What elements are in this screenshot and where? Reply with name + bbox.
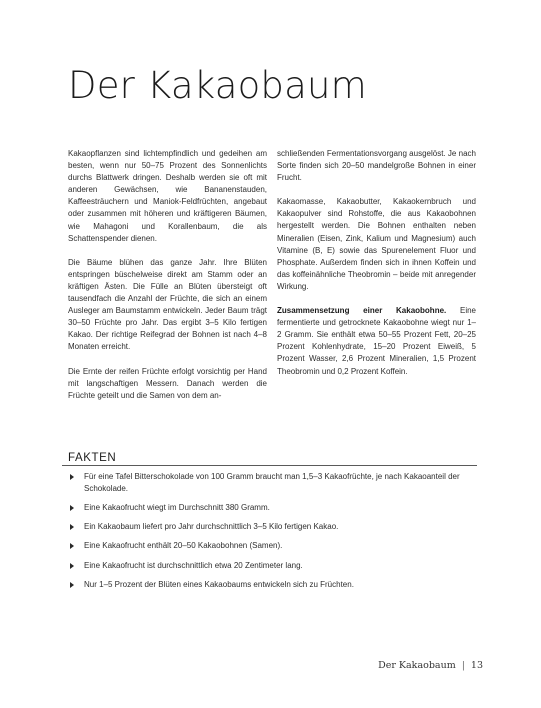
page-number: 13 — [470, 660, 483, 671]
fact-text: Nur 1–5 Prozent der Blüten eines Kakaobaums entwickeln sich zu Früchten. — [84, 579, 354, 589]
paragraph-composition — [277, 305, 476, 378]
triangle-bullet-icon — [70, 563, 74, 569]
fact-text: Für eine Tafel Bitterschokolade von 100 Gramm braucht man 1,5–3 Kakaofrüchte, je nach Kakaoanteil der Schokolade. — [84, 472, 460, 493]
fact-text: Eine Kakaofrucht wiegt im Durchschnitt 380 Gramm. — [84, 502, 270, 512]
facts-list — [70, 471, 480, 598]
fact-item — [70, 540, 480, 552]
paragraph-harvest: Die Ernte der reifen Früchte erfolgt vorsichtig per Hand mit langschaftigen Messern. Danach werden die Früchte geteilt und die Samen von dem an- — [68, 366, 267, 400]
fact-text: Eine Kakaofrucht enthält 20–50 Kakaobohnen (Samen). — [84, 541, 283, 551]
fact-text: Ein Kakaobaum liefert pro Jahr durchschnittlich 3–5 Kilo fertigen Kakao. — [84, 522, 339, 532]
paragraph-light-requirements: Kakaopflanzen sind lichtempfindlich und gedeihen am besten, wenn nur 50–75 Prozent des Sonnenlichts durchs Blattwerk dringen. Deshalb werden sie oft mit anderen Gewächsen, wie Bananenstauden, Kaffeesträuchern und Maniok-Feldfrüchten, angebaut oder zusammen mit höheren und kräftigeren Bäumen, wie Mahagoni und Korallenbaum, die als Schattenspender dienen. — [68, 149, 267, 243]
running-title: Der Kakaobaum — [378, 660, 456, 671]
composition-lead: Zusammensetzung einer Kakaobohne. — [277, 306, 447, 316]
fact-text: Eine Kakaofrucht ist durchschnittlich etwa 20 Zentimeter lang. — [84, 560, 303, 570]
facts-divider — [62, 465, 477, 466]
fact-item — [70, 471, 480, 494]
paragraph-fermentation: schließenden Fermentationsvorgang ausgelöst. Je nach Sorte finden sich 20–50 mandelgroße Bohnen in einer Frucht. — [277, 149, 476, 183]
triangle-bullet-icon — [70, 524, 74, 530]
page-footer — [378, 660, 483, 671]
triangle-bullet-icon — [70, 582, 74, 588]
fact-item — [70, 560, 480, 572]
paragraph-blossoms: Die Bäume blühen das ganze Jahr. Ihre Blüten entspringen büschelweise direkt am Stamm oder an kräftigen Ästen. Die Fülle an Blüten übersteigt oft tausendfach die Anzahl der Früchte, die sich an einem Ausleger am Baumstamm entwickeln. Jeder Baum trägt 30–50 Früchte pro Jahr. Das ergibt 3–5 Kilo fertigen Kakao. Der richtige Reifegrad der Bohnen ist nach 4–8 Monaten erreicht. — [68, 257, 267, 352]
triangle-bullet-icon — [70, 505, 74, 511]
left-text-column — [68, 148, 267, 414]
footer-separator: | — [461, 660, 465, 671]
triangle-bullet-icon — [70, 474, 74, 480]
page-title: Der Kakaobaum — [68, 64, 367, 107]
composition-text: Eine fermentierte und getrocknete Kakaobohne wiegt nur 1–2 Gramm. Sie enthält etwa 50–55 Prozent Fett, 20–25 Prozent Kohlenhydrate, 15–20 Prozent Eiweiß, 5 Prozent Wasser, 2,6 Prozent Mineralien, 1,5 Prozent Theobromin und 0,2 Prozent Koffein. — [277, 306, 476, 376]
right-text-column — [277, 148, 476, 390]
fact-item — [70, 502, 480, 514]
paragraph-ingredients: Kakaomasse, Kakaobutter, Kakaokernbruch und Kakaopulver sind Rohstoffe, die aus Kakaobohnen hergestellt werden. Die Bohnen enthalten neben Mineralien (Eisen, Zink, Kalium und Magnesium) auch Vitamine (B, E) sowie das Spurenelement Fluor und Phosphate. Außerdem finden sich in ihnen Koffein und das koffeinähnliche Theobromin – beide mit anregender Wirkung. — [277, 197, 476, 291]
triangle-bullet-icon — [70, 543, 74, 549]
fact-item — [70, 579, 480, 591]
facts-heading: FAKTEN — [68, 452, 117, 464]
fact-item — [70, 521, 480, 533]
